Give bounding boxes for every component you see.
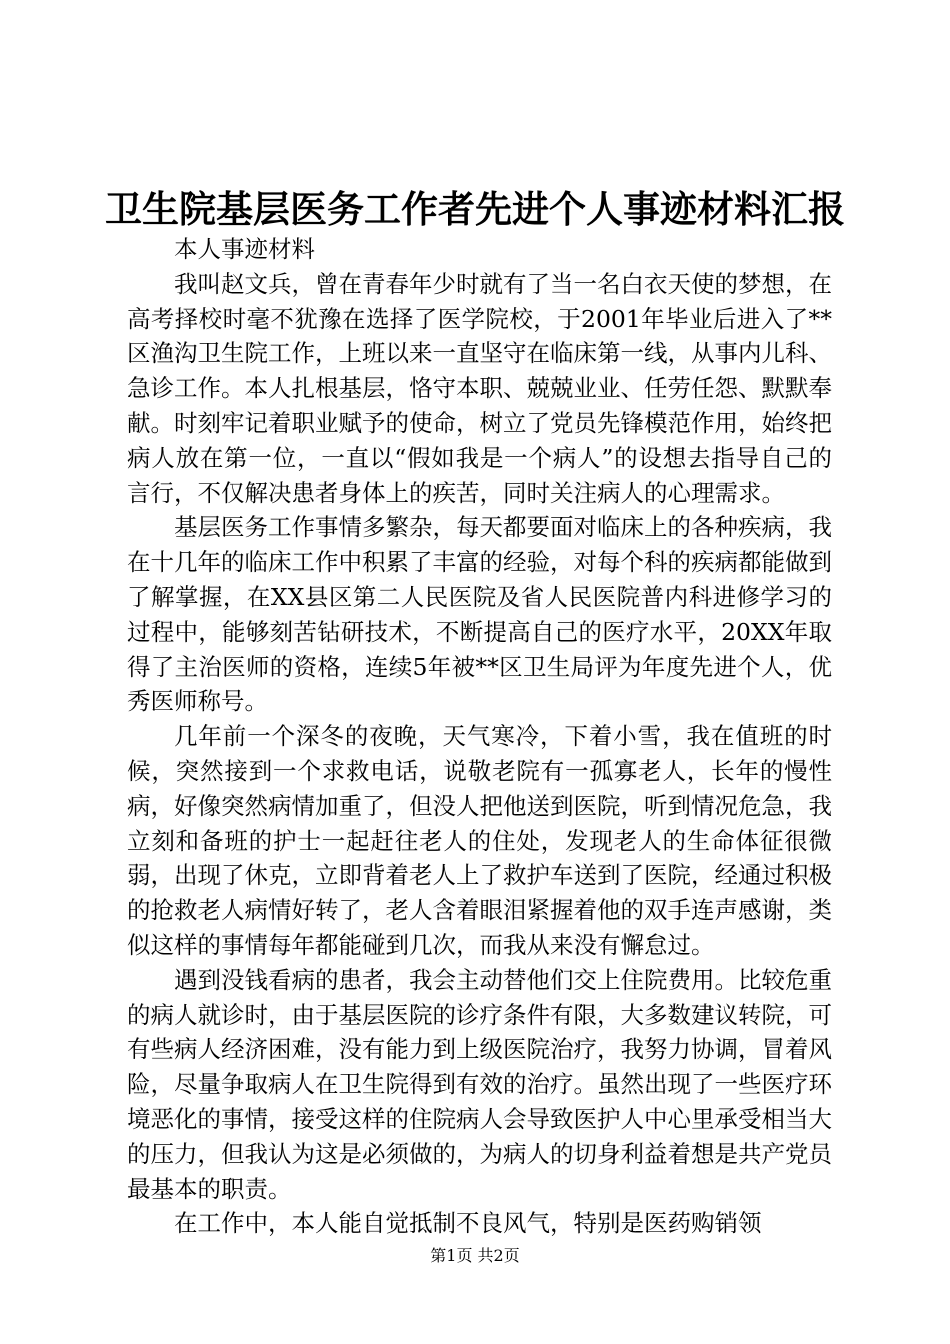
page-number-footer: 第1页 共2页 xyxy=(430,1246,520,1265)
paragraph-2: 基层医务工作事情多繁杂，每天都要面对临床上的各种疾病，我在十几年的临床工作中积累了丰富的经验，对每个科的疾病都能做到了解掌握，在XX县区第二人民医院及省人民医院普内科进修学习的过程中，能够刻苦钻研技术，不断提高自己的医疗水平，20XX年取得了主治医师的资格，连续5年被**区卫生局评为年度先进个人，优秀医师称号。 xyxy=(127,513,832,716)
document-title: 卫生院基层医务工作者先进个人事迹材料汇报 xyxy=(105,187,845,231)
paragraph-4: 遇到没钱看病的患者，我会主动替他们交上住院费用。比较危重的病人就诊时，由于基层医院的诊疗条件有限，大多数建议转院，可有些病人经济困难，没有能力到上级医院治疗，我努力协调，冒着风险，尽量争取病人在卫生院得到有效的治疗。虽然出现了一些医疗环境恶化的事情，接受这样的住院病人会导致医护人中心里承受相当大的压力，但我认为这是必须做的，为病人的切身利益着想是共产党员最基本的职责。 xyxy=(127,965,832,1203)
paragraph-5: 在工作中，本人能自觉抵制不良风气，特别是医药购销领 xyxy=(174,1209,762,1238)
document-body xyxy=(127,232,832,1241)
paragraph-1: 我叫赵文兵，曾在青春年少时就有了当一名白衣天使的梦想，在高考择校时毫不犹豫在选择了医学院校，于2001年毕业后进入了**区渔沟卫生院工作，上班以来一直坚守在临床第一线，从事内儿科、急诊工作。本人扎根基层，恪守本职、兢兢业业、任劳任怨、默默奉献。时刻牢记着职业赋予的使命，树立了党员先锋模范作用，始终把病人放在第一位，一直以“假如我是一个病人”的设想去指导自己的言行，不仅解决患者身体上的疾苦，同时关注病人的心理需求。 xyxy=(127,269,832,507)
paragraph-3: 几年前一个深冬的夜晚，天气寒冷，下着小雪，我在值班的时候，突然接到一个求救电话，说敬老院有一孤寡老人，长年的慢性病，好像突然病情加重了，但没人把他送到医院，听到情况危急，我立刻和备班的护士一起赶往老人的住处，发现老人的生命体征很微弱，出现了休克，立即背着老人上了救护车送到了医院，经通过积极的抢救老人病情好转了，老人含着眼泪紧握着他的双手连声感谢，类似这样的事情每年都能碰到几次，而我从来没有懈怠过。 xyxy=(127,722,832,959)
section-subtitle: 本人事迹材料 xyxy=(174,235,315,263)
